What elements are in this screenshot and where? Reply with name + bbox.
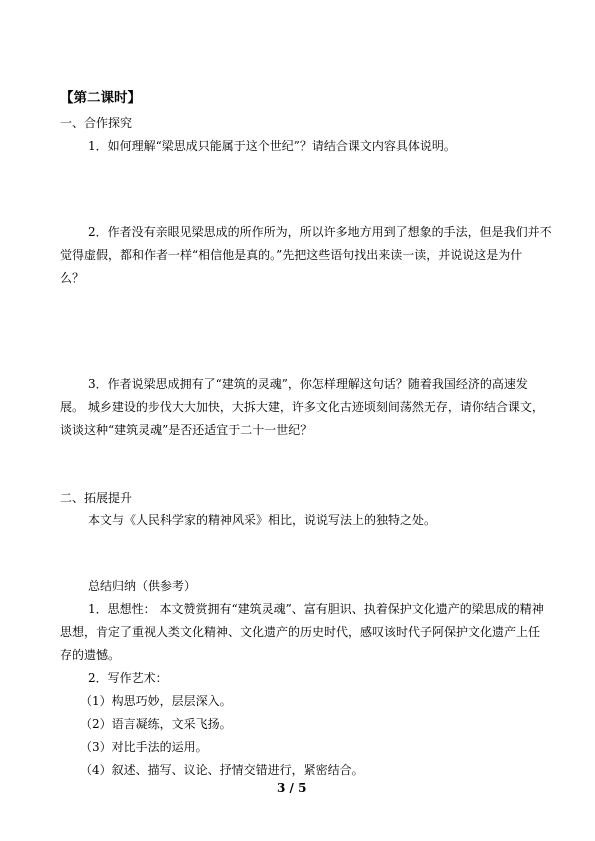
summary-item-4: （4）叙述、描写、议论、抒情交错进行，紧密结合。: [80, 763, 364, 777]
question-3-line-1: 3．作者说梁思成拥有了“建筑的灵魂”，你怎样理解这句话？随着我国经济的高速发: [88, 377, 528, 391]
page-number: 3 / 5: [277, 781, 307, 795]
summary-item-3: （3）对比手法的运用。: [80, 740, 208, 754]
summary-point-1-line-3: 存的遗憾。: [60, 648, 121, 662]
section2-title: 二、拓展提升: [60, 491, 133, 505]
section2-text: 本文与《人民科学家的精神风采》相比，说说写法上的独特之处。: [88, 513, 437, 527]
question-3-line-2: 展。 城乡建设的步伐大大加快，大拆大建，许多文化古迹顷刻间荡然无存，请你结合课文，: [60, 400, 544, 414]
summary-item-1: （1）构思巧妙，层层深入。: [80, 694, 232, 708]
summary-point-1-line-1: 1．思想性： 本文赞赏拥有“建筑灵魂”、富有胆识、执着保护文化遗产的梁思成的精神: [88, 602, 544, 616]
question-2-line-1: 2．作者没有亲眼见梁思成的所作所为，所以许多地方用到了想象的手法，但是我们并不: [88, 225, 552, 239]
summary-title: 总结归纳（供参考）: [88, 579, 197, 593]
summary-point-2: 2．写作艺术：: [88, 671, 168, 685]
summary-point-1-line-2: 思想，肯定了重视人类文化精神、文化遗产的历史时代，感叹该时代子阿保护文化遗产上任: [60, 625, 541, 639]
question-2-line-2: 觉得虚假，都和作者一样“相信他是真的。”先把这些语句找出来读一读，并说说这是为什: [60, 248, 523, 262]
summary-item-2: （2）语言凝练，文采飞扬。: [80, 717, 232, 731]
question-2-line-3: 么？: [60, 271, 85, 285]
question-1: 1．如何理解“梁思成只能属于这个世纪”？请结合课文内容具体说明。: [88, 139, 456, 153]
section1-title: 一、合作探究: [60, 116, 133, 130]
question-3-line-3: 谈谈这种“建筑灵魂”是否还适宜于二十一世纪？: [60, 423, 313, 437]
lesson-heading: 【第二课时】: [60, 90, 141, 106]
